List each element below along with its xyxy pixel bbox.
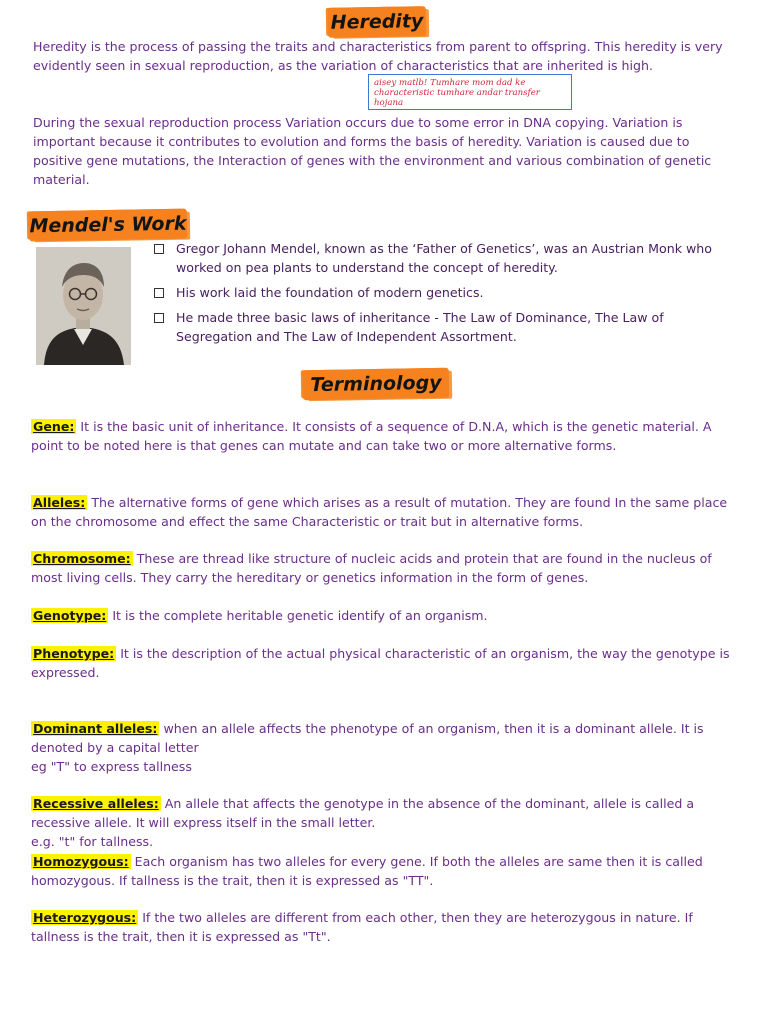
term-definition: These are thread like structure of nucleic acids and protein that are found in the nucleus of most living cells. They carry the hereditary or genetics information in the form of genes. <box>31 551 712 585</box>
mendel-portrait-image <box>36 247 131 365</box>
term-chromosome <box>31 549 731 587</box>
term-phenotype <box>31 644 731 682</box>
term-definition: The alternative forms of gene which arises as a result of mutation. They are found In the same place on the chromosome and effect the same Characteristic or trait but in alternative forms. <box>31 495 728 529</box>
term-key: Phenotype: <box>33 646 115 661</box>
term-definition: If the two alleles are different from each other, then they are heterozygous in nature. If tallness is the trait, then it is expressed as "Tt". <box>31 910 693 944</box>
mendel-portrait <box>36 247 131 365</box>
term-dominant-alleles <box>31 700 731 776</box>
term-genotype <box>31 606 731 625</box>
mendel-bullet-2 <box>152 283 732 302</box>
term-key: Gene: <box>33 419 75 434</box>
term-key: Recessive alleles: <box>33 796 159 811</box>
term-definition: An allele that affects the genotype in the absence of the dominant, allele is called a recessive allele. It will express itself in the small letter. e.g. "t" for tallness. <box>31 796 695 849</box>
term-definition: when an allele affects the phenotype of an organism, then it is a dominant allele. It is denoted by a capital letter eg "T" to express tallness <box>31 721 704 774</box>
term-alleles <box>31 493 731 531</box>
term-gene <box>31 417 731 455</box>
heredity-paragraph-1: Heredity is the process of passing the traits and characteristics from parent to offspring. This heredity is very evidently seen in sexual reproduction, as the variation of characteristics that are inherited is high. <box>33 39 723 73</box>
checkbox-icon <box>154 313 164 323</box>
term-definition: It is the description of the actual physical characteristic of an organism, the way the genotype is expressed. <box>31 646 730 680</box>
heredity-paragraph-2: During the sexual reproduction process Variation occurs due to some error in DNA copying. Variation is important because it contributes to evolution and forms the basis of heredity. Variation is caused due to positive gene mutations, the Interaction of genes with the environment and various combination of genetic material. <box>33 115 712 187</box>
checkbox-icon <box>154 288 164 298</box>
term-key: Heterozygous: <box>33 910 137 925</box>
heredity-heading: Heredity <box>328 6 427 38</box>
mendel-bullet-1 <box>152 239 732 277</box>
term-definition: It is the complete heritable genetic identify of an organism. <box>108 608 488 623</box>
term-homozygous <box>31 852 731 890</box>
term-key: Homozygous: <box>33 854 129 869</box>
mendel-bullet-text: He made three basic laws of inheritance - The Law of Dominance, The Law of Segregation and The Law of Independent Assortment. <box>176 310 664 344</box>
handwritten-note: aisey matlb! Tumhare mom dad ke characteristic tumhare andar transfer hojana <box>368 74 572 110</box>
term-definition: It is the basic unit of inheritance. It consists of a sequence of D.N.A, which is the genetic material. A point to be noted here is that genes can mutate and can take two or more alternative forms. <box>31 419 712 453</box>
term-key: Dominant alleles: <box>33 721 158 736</box>
term-definition: Each organism has two alleles for every gene. If both the alleles are same then it is called homozygous. If tallness is the trait, then it is expressed as "TT". <box>31 854 703 888</box>
mendel-heading: Mendel's Work <box>29 209 187 242</box>
mendel-bullet-text: His work laid the foundation of modern genetics. <box>176 285 484 300</box>
mendel-bullet-text: Gregor Johann Mendel, known as the ‘Father of Genetics’, was an Austrian Monk who worked on pea plants to understand the concept of heredity. <box>176 241 712 275</box>
term-key: Genotype: <box>33 608 107 623</box>
checkbox-icon <box>154 244 164 254</box>
term-heterozygous <box>31 908 731 946</box>
mendel-bullet-3 <box>152 308 732 346</box>
mendel-bullet-list <box>152 239 732 352</box>
terminology-heading: Terminology <box>303 368 450 401</box>
term-key: Chromosome: <box>33 551 131 566</box>
term-key: Alleles: <box>33 495 86 510</box>
term-recessive-alleles <box>31 775 731 851</box>
